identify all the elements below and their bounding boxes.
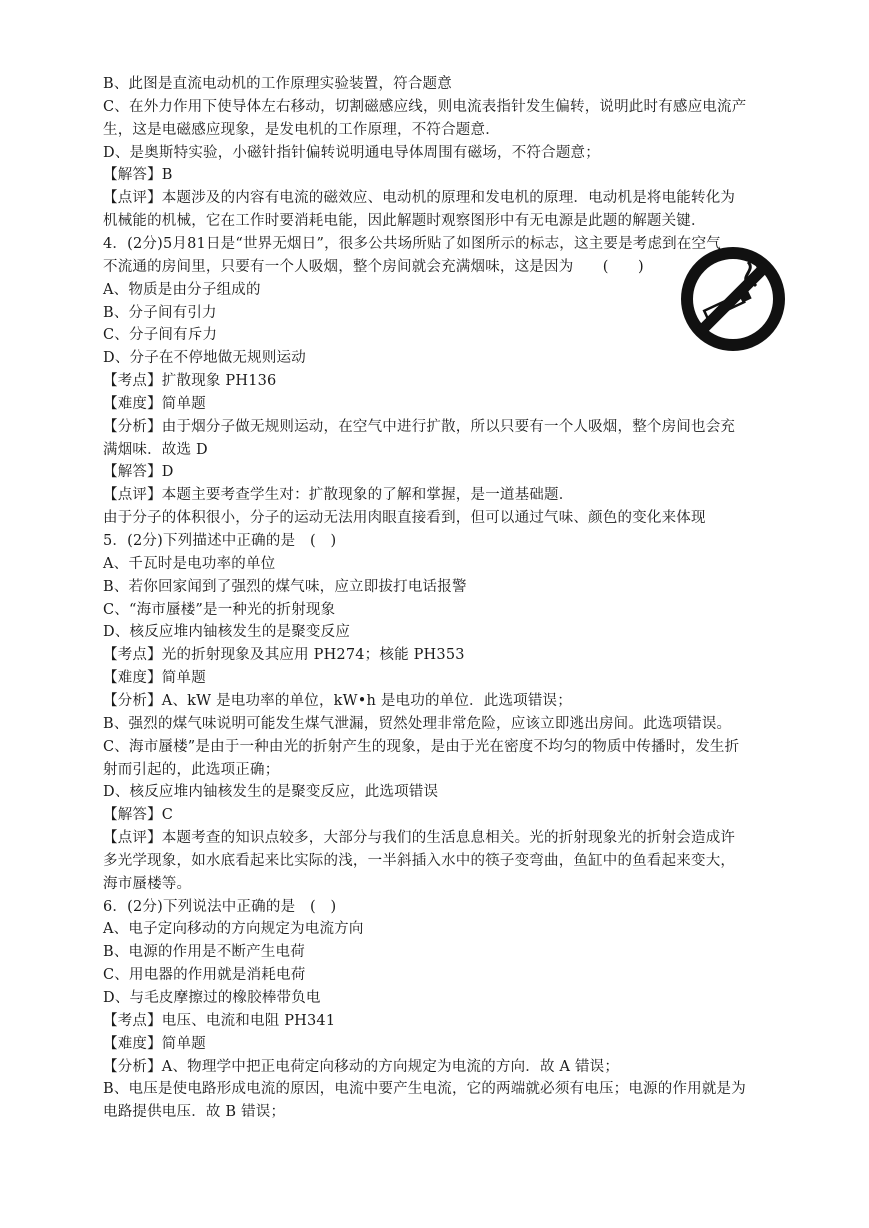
text-line: 【解答】B — [103, 167, 173, 183]
text-line: 【分析】A、kW 是电功率的单位，kW•h 是电功的单位．此选项错误； — [103, 693, 572, 709]
text-line: B、电压是使电路形成电流的原因，电流中要产生电流，它的两端就必须有电压；电源的作用就是为 — [103, 1081, 746, 1097]
text-line: D、是奥斯特实验，小磁针指针偏转说明通电导体周围有磁场，不符合题意； — [103, 145, 600, 161]
text-line: 【难度】简单题 — [103, 396, 206, 412]
text-line: 5．(2分)下列描述中正确的是 ( ) — [103, 533, 337, 549]
text-line: 【点评】本题涉及的内容有电流的磁效应、电动机的原理和发电机的原理．电动机是将电能转化为 — [103, 190, 736, 206]
text-line: 6．(2分)下列说法中正确的是 ( ) — [103, 899, 337, 915]
text-line: 多光学现象，如水底看起来比实际的浅，一半斜插入水中的筷子变弯曲，鱼缸中的鱼看起来变大， — [103, 853, 736, 869]
text-line: 生，这是电磁感应现象，是发电机的工作原理，不符合题意． — [103, 122, 500, 138]
text-line: 由于分子的体积很小，分子的运动无法用肉眼直接看到，但可以通过气味、颜色的变化来体现 — [103, 510, 706, 526]
text-line: 【分析】由于烟分子做无规则运动，在空气中进行扩散，所以只要有一个人吸烟，整个房间也会充 — [103, 419, 736, 435]
text-line: B、分子间有引力 — [103, 305, 217, 321]
text-line: 不流通的房间里，只要有一个人吸烟，整个房间就会充满烟味，这是因为 ( ) — [103, 259, 644, 275]
text-line: 海市蜃楼等。 — [103, 876, 192, 892]
text-line: C、用电器的作用就是消耗电荷 — [103, 967, 306, 983]
text-line: 【点评】本题考查的知识点较多，大部分与我们的生活息息相关。光的折射现象光的折射会造成许 — [103, 830, 736, 846]
text-line: 【考点】光的折射现象及其应用 PH274；核能 PH353 — [103, 647, 465, 663]
text-line: 机械能的机械，它在工作时要消耗电能，因此解题时观察图形中有无电源是此题的解题关键． — [103, 213, 706, 229]
text-line: D、分子在不停地做无规则运动 — [103, 350, 306, 366]
text-line: B、强烈的煤气味说明可能发生煤气泄漏，贸然处理非常危险，应该立即逃出房间。此选项错误。 — [103, 716, 732, 732]
text-line: A、电子定向移动的方向规定为电流方向 — [103, 921, 364, 937]
text-line: 电路提供电压．故 B 错误； — [103, 1104, 286, 1120]
text-line: 【考点】电压、电流和电阻 PH341 — [103, 1013, 336, 1029]
text-line: 【解答】C — [103, 807, 174, 823]
text-line: C、在外力作用下使导体左右移动，切割磁感应线，则电流表指针发生偏转，说明此时有感应电流产 — [103, 99, 747, 115]
text-line: 【分析】A、物理学中把正电荷定向移动的方向规定为电流的方向．故 A 错误； — [103, 1059, 620, 1075]
text-line: D、核反应堆内铀核发生的是聚变反应，此选项错误 — [103, 784, 439, 800]
no-smoking-sign-icon — [678, 244, 788, 354]
text-line: C、分子间有斥力 — [103, 327, 218, 343]
text-line: B、此图是直流电动机的工作原理实验装置，符合题意 — [103, 76, 452, 92]
text-line: C、海市蜃楼”是由于一种由光的折射产生的现象，是由于光在密度不均匀的物质中传播时，发生折 — [103, 739, 740, 755]
text-line: D、与毛皮摩擦过的橡胶棒带负电 — [103, 990, 321, 1006]
text-line: 【难度】简单题 — [103, 1036, 206, 1052]
text-line: 4．(2分)5月81日是“世界无烟日”，很多公共场所贴了如图所示的标志，这主要是考虑到在空气 — [103, 236, 721, 252]
text-line: B、若你回家闻到了强烈的煤气味，应立即拔打电话报警 — [103, 579, 467, 595]
text-line: B、电源的作用是不断产生电荷 — [103, 944, 305, 960]
text-line: 射而引起的，此选项正确； — [103, 762, 280, 778]
text-line: D、核反应堆内铀核发生的是聚变反应 — [103, 624, 351, 640]
text-line: 【考点】扩散现象 PH136 — [103, 373, 277, 389]
text-line: 【难度】简单题 — [103, 670, 206, 686]
text-line: 满烟味．故选 D — [103, 442, 208, 458]
text-line: A、物质是由分子组成的 — [103, 282, 261, 298]
text-line: A、千瓦时是电功率的单位 — [103, 556, 276, 572]
text-line: 【解答】D — [103, 464, 174, 480]
text-line: 【点评】本题主要考查学生对：扩散现象的了解和掌握，是一道基础题． — [103, 487, 574, 503]
text-line: C、“海市蜃楼”是一种光的折射现象 — [103, 602, 336, 618]
